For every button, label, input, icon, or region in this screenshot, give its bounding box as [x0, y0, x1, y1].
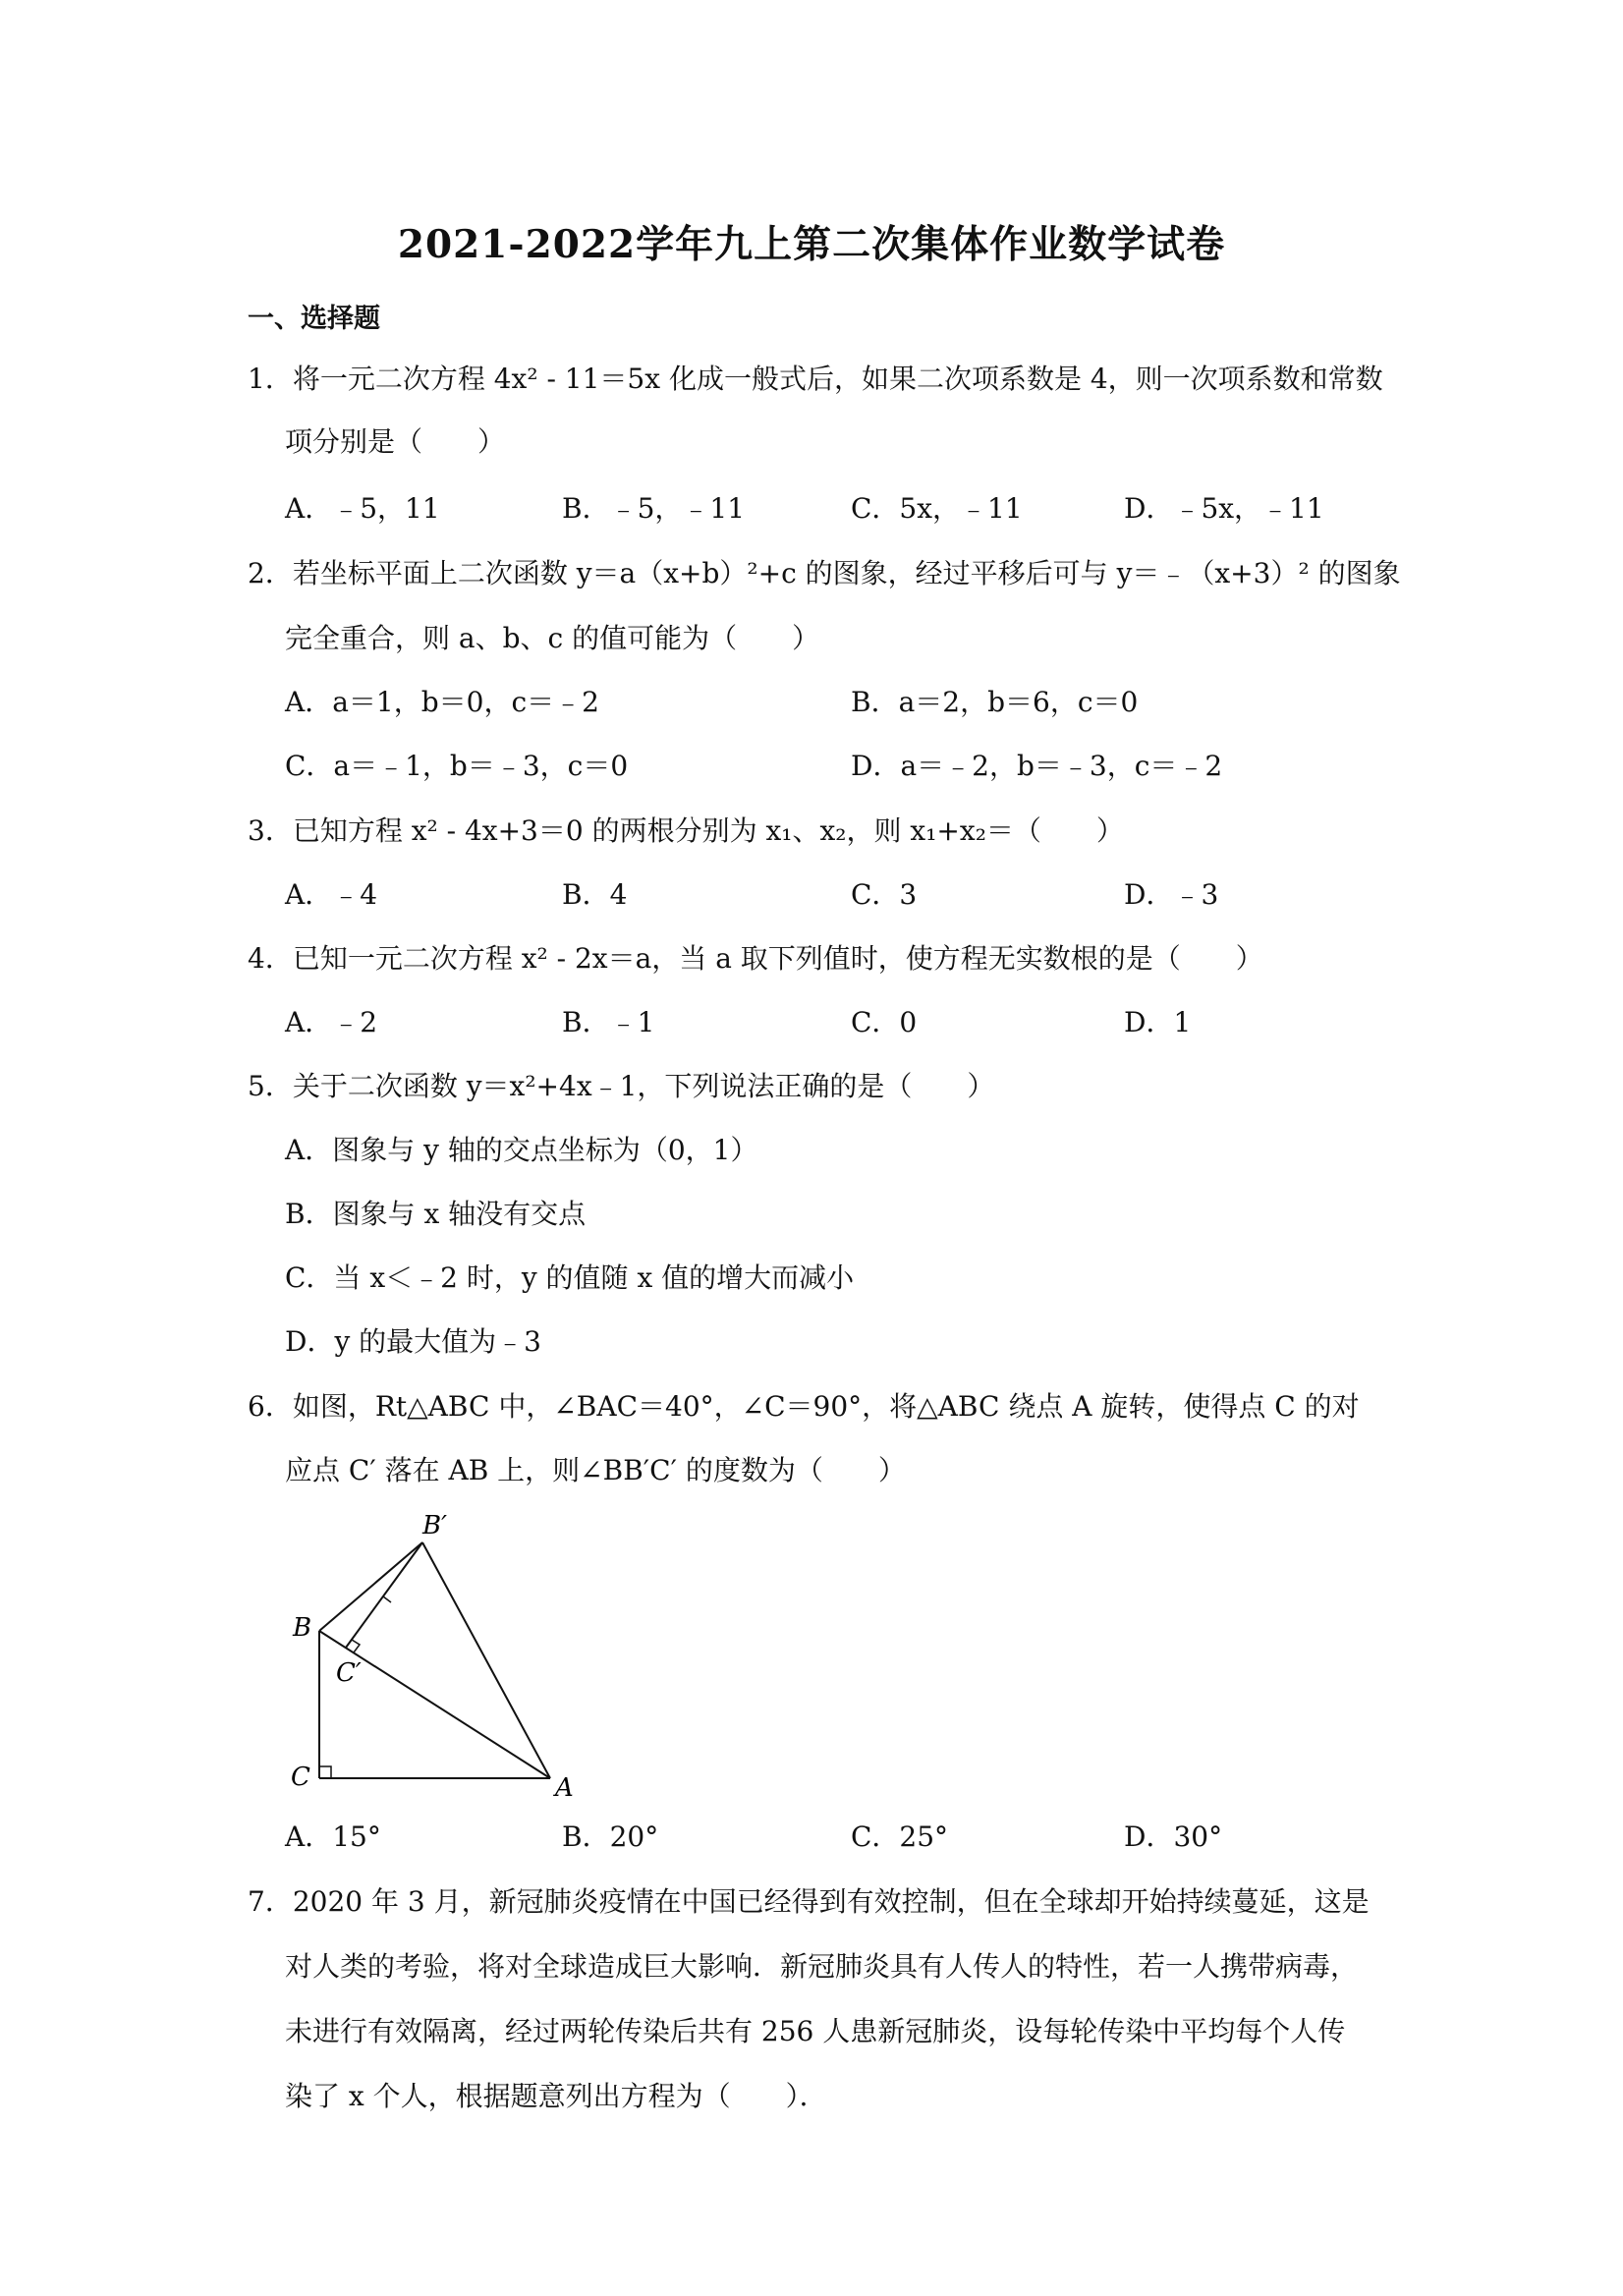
q6-option-b[interactable]: B．20°	[562, 1820, 659, 1853]
q6-option-d[interactable]: D．30°	[1124, 1820, 1223, 1853]
q5-option-c[interactable]: C．当 x＜﹣2 时，y 的值随 x 值的增大而减小	[285, 1261, 855, 1294]
q6-option-c[interactable]: C．25°	[851, 1820, 949, 1853]
question-5-line-1: 5．关于二次函数 y＝x²+4x﹣1，下列说法正确的是（ ）	[248, 1070, 995, 1102]
q3-option-a[interactable]: A．﹣4	[285, 878, 378, 911]
segment-ab	[319, 1631, 550, 1778]
right-angle-mark-c	[319, 1766, 331, 1778]
triangle-figure	[285, 1508, 599, 1803]
segment-b-prime-c-prime	[346, 1542, 422, 1648]
section-heading: 一、选择题	[248, 304, 380, 334]
q4-option-d[interactable]: D．1	[1124, 1006, 1192, 1038]
right-angle-mark-c-prime	[352, 1640, 360, 1652]
q1-option-d[interactable]: D．﹣5x，﹣11	[1124, 492, 1324, 525]
q2-option-a[interactable]: A．a＝1，b＝0，c＝﹣2	[285, 686, 599, 718]
q5-option-a[interactable]: A．图象与 y 轴的交点坐标为（0，1）	[285, 1134, 758, 1166]
segment-bb-prime	[319, 1542, 422, 1631]
q5-option-d[interactable]: D．y 的最大值为﹣3	[285, 1325, 541, 1358]
question-7-line-3: 未进行有效隔离，经过两轮传染后共有 256 人患新冠肺炎，设每轮传染中平均每个人传	[285, 2015, 1346, 2047]
q2-option-b[interactable]: B．a＝2，b＝6，c＝0	[851, 686, 1139, 718]
q3-option-c[interactable]: C．3	[851, 878, 918, 911]
question-3-line-1: 3．已知方程 x² - 4x+3＝0 的两根分别为 x₁、x₂，则 x₁+x₂＝（ ）	[248, 814, 1124, 847]
q4-option-a[interactable]: A．﹣2	[285, 1006, 378, 1038]
question-4-line-1: 4．已知一元二次方程 x² - 2x＝a，当 a 取下列值时，使方程无实数根的是（ ）	[248, 942, 1263, 975]
q4-option-c[interactable]: C．0	[851, 1006, 918, 1038]
question-7-line-1: 7．2020 年 3 月，新冠肺炎疫情在中国已经得到有效控制，但在全球却开始持续蔓延，这是	[248, 1885, 1370, 1918]
question-7-line-4: 染了 x 个人，根据题意列出方程为（ ）．	[285, 2080, 827, 2112]
q2-option-c[interactable]: C．a＝﹣1，b＝﹣3，c＝0	[285, 750, 629, 782]
question-6-line-2: 应点 C′ 落在 AB 上，则∠BB′C′ 的度数为（ ）	[285, 1454, 906, 1486]
q3-option-d[interactable]: D．﹣3	[1124, 878, 1219, 911]
q1-option-c[interactable]: C．5x，﹣11	[851, 492, 1023, 525]
q4-option-b[interactable]: B．﹣1	[562, 1006, 655, 1038]
question-1-line-2: 项分别是（ ）	[285, 425, 506, 458]
label-c: C	[291, 1763, 310, 1792]
q1-option-b[interactable]: B．﹣5，﹣11	[562, 492, 746, 525]
question-7-line-2: 对人类的考验，将对全球造成巨大影响．新冠肺炎具有人传人的特性，若一人携带病毒，	[285, 1950, 1359, 1983]
q3-option-b[interactable]: B．4	[562, 878, 628, 911]
q1-option-a[interactable]: A．﹣5，11	[285, 492, 440, 525]
page-title: 2021-2022学年九上第二次集体作业数学试卷	[397, 222, 1226, 267]
label-a: A	[555, 1773, 574, 1803]
label-c-prime: C′	[336, 1658, 362, 1688]
q5-option-b[interactable]: B．图象与 x 轴没有交点	[285, 1198, 587, 1230]
question-1-line-1: 1．将一元二次方程 4x² - 11＝5x 化成一般式后，如果二次项系数是 4，则一次项系数和常数	[248, 363, 1383, 395]
label-b-prime: B′	[422, 1511, 448, 1540]
segment-ab-prime	[422, 1542, 550, 1778]
angle-mark-b-prime	[383, 1596, 391, 1602]
q2-option-d[interactable]: D．a＝﹣2，b＝﹣3，c＝﹣2	[851, 750, 1223, 782]
label-b: B	[293, 1613, 312, 1643]
q6-option-a[interactable]: A．15°	[285, 1820, 381, 1853]
question-6-line-1: 6．如图，Rt△ABC 中，∠BAC＝40°，∠C＝90°，将△ABC 绕点 A 旋转，使得点 C 的对	[248, 1390, 1360, 1423]
question-2-line-2: 完全重合，则 a、b、c 的值可能为（ ）	[285, 622, 820, 654]
question-2-line-1: 2．若坐标平面上二次函数 y＝a（x+b）²+c 的图象，经过平移后可与 y＝﹣（x+3）² 的图象	[248, 557, 1401, 589]
